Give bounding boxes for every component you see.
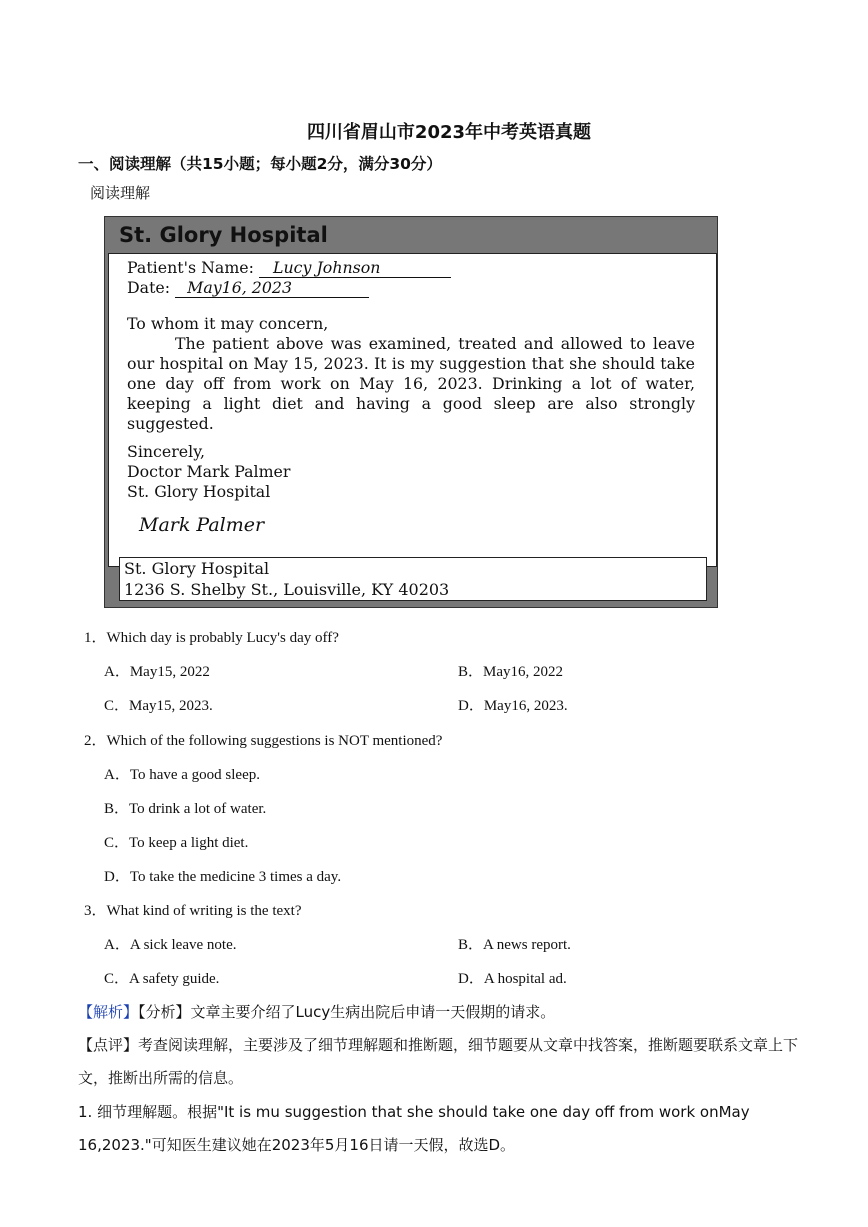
q2-option-d: D．To take the medicine 3 times a day. xyxy=(104,869,342,885)
q3-option-d: D．A hospital ad. xyxy=(458,971,567,987)
patient-label: Patient's Name: xyxy=(127,258,254,277)
sub-heading: 阅读理解 xyxy=(90,186,151,202)
question-number: 2． xyxy=(84,733,107,749)
letter-header: St. Glory Hospital xyxy=(119,223,328,247)
letter-closing: Sincerely, xyxy=(127,442,206,461)
letter-hospital: St. Glory Hospital xyxy=(127,482,271,501)
analysis-item-1: 1. 细节理解题。根据"It is mu suggestion that she should take one day off from work onMay 16,2023."可知医生建议她在2023年5月16日请一天假，故选D。 xyxy=(78,1103,750,1154)
q2-option-c: C．To keep a light diet. xyxy=(104,835,249,851)
question-2 xyxy=(84,729,442,750)
tag-fenxi: 【分析】 xyxy=(138,1003,191,1021)
dianping-text: 考查阅读理解，主要涉及了细节理解题和推断题，细节题要从文章中找答案，推断题要联系文章上下文，推断出所需的信息。 xyxy=(78,1036,799,1087)
analysis-dianping xyxy=(78,1029,823,1095)
page-title: 四川省眉山市2023年中考英语真题 xyxy=(306,122,592,143)
q1-option-a: A．May15, 2022 xyxy=(104,664,210,680)
footer-name: St. Glory Hospital xyxy=(124,559,270,578)
q3-option-a: A．A sick leave note. xyxy=(104,937,237,953)
letter-footer xyxy=(119,557,707,601)
q3-option-b: B．A news report. xyxy=(458,937,571,953)
q3-option-c: C．A safety guide. xyxy=(104,971,220,987)
tag-dianping: 【点评】 xyxy=(78,1036,139,1054)
handwritten-signature: Mark Palmer xyxy=(139,514,265,536)
question-number: 3． xyxy=(84,903,107,919)
patient-name: Lucy Johnson xyxy=(259,258,451,278)
letter-paragraph: The patient above was examined, treated and allowed to leave our hospital on May 15, 2023. It is my suggestion that she should take one day off from work on May 16, 2023. Drinking a lot of water, keeping a light diet and having a good sleep are also strongly suggested. xyxy=(127,334,695,433)
section-heading: 一、阅读理解（共15小题；每小题2分，满分30分） xyxy=(78,155,442,173)
footer-address: 1236 S. Shelby St., Louisville, KY 40203 xyxy=(124,580,450,599)
q1-option-b: B．May16, 2022 xyxy=(458,664,564,680)
tag-jiexi: 【解析】 xyxy=(78,1003,139,1021)
question-text: What kind of writing is the text? xyxy=(106,903,302,919)
q1-option-c: C．May15, 2023. xyxy=(104,698,213,714)
question-text: Which day is probably Lucy's day off? xyxy=(106,630,339,646)
date-label: Date: xyxy=(127,278,171,297)
question-text: Which of the following suggestions is NOT mentioned? xyxy=(106,733,443,749)
question-number: 1． xyxy=(84,630,107,646)
letter-doctor: Doctor Mark Palmer xyxy=(127,462,291,481)
q2-option-a: A．To have a good sleep. xyxy=(104,767,261,783)
q1-option-d: D．May16, 2023. xyxy=(458,698,568,714)
letter-greeting: To whom it may concern, xyxy=(127,314,329,333)
date-value: May16, 2023 xyxy=(175,278,369,298)
q2-option-b: B．To drink a lot of water. xyxy=(104,801,267,817)
letter-body xyxy=(108,253,717,567)
hospital-letter-image xyxy=(104,216,718,608)
patient-line xyxy=(127,258,451,278)
question-1 xyxy=(84,626,339,647)
question-3 xyxy=(84,899,301,920)
fenxi-text: 文章主要介绍了Lucy生病出院后申请一天假期的请求。 xyxy=(190,1003,556,1021)
date-line xyxy=(127,278,369,298)
analysis-fenxi xyxy=(78,996,823,1029)
